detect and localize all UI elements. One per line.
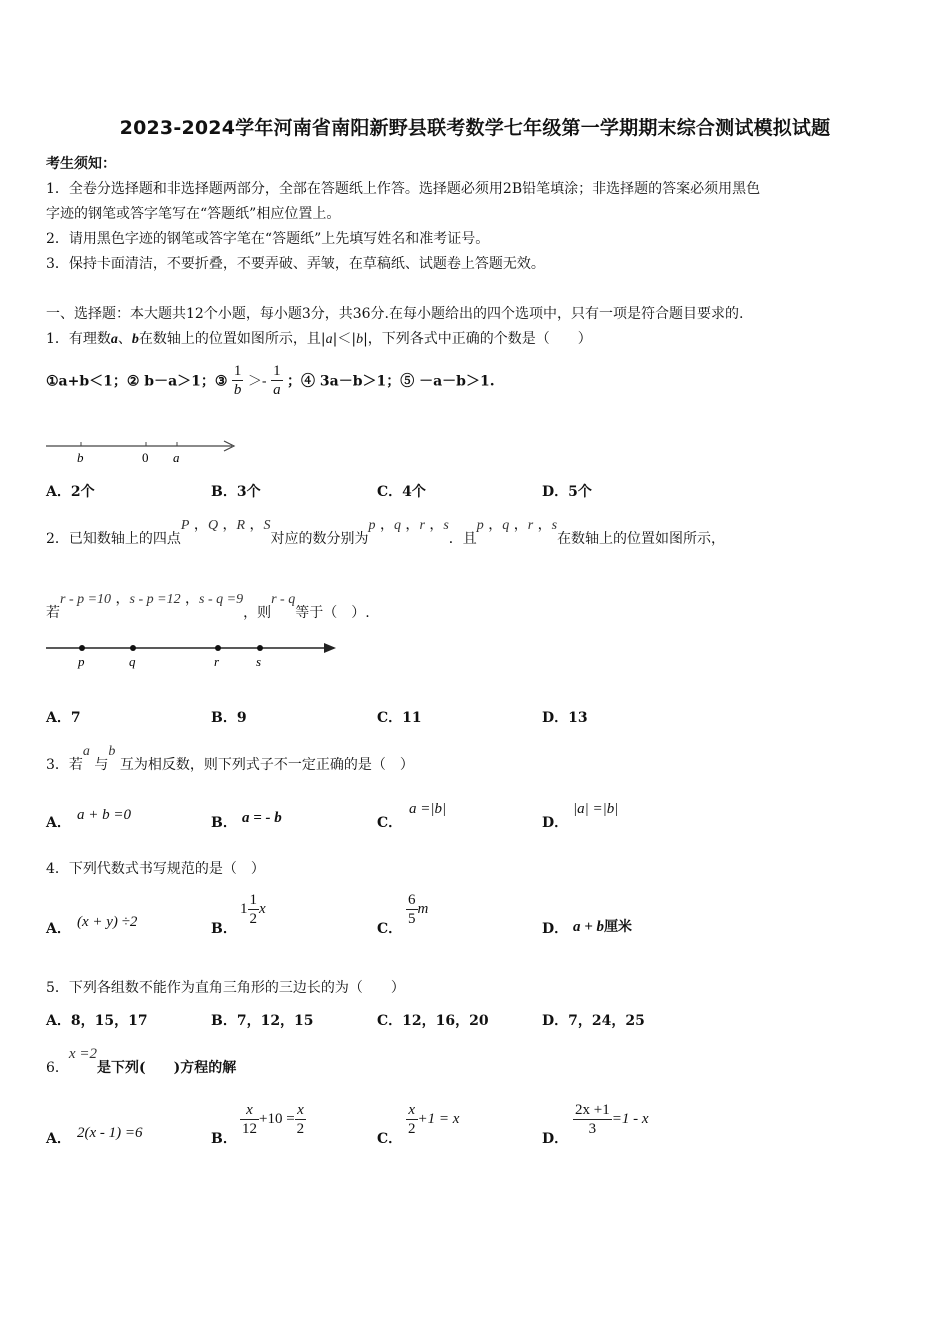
notice-line-3: 3．保持卡面清洁，不要折叠，不要弄破、弄皱，在草稿纸、试题卷上答题无效。 <box>46 256 545 272</box>
q3-expr-d: |a| =|b| <box>573 801 619 817</box>
q5-option-d[interactable]: D．7，24，25 <box>542 1013 645 1029</box>
axis-label-p: p <box>78 654 85 669</box>
q5-stem: 5．下列各组数不能作为直角三角形的三边长的为（ ） <box>46 980 405 996</box>
q6-label-c[interactable]: C． <box>377 1131 403 1147</box>
q3-expr-b: a = - b <box>242 810 282 826</box>
q2-option-d[interactable]: D．13 <box>542 710 588 726</box>
q1-option-c[interactable]: C．4个 <box>377 484 426 500</box>
q2-number-line <box>44 638 344 672</box>
axis-label-s: s <box>256 654 262 669</box>
q2-stem: 2．已知数轴上的四点P ，Q ，R ，S对应的数分别为p ，q ，r ，s．且p ，q ，r ，s在数轴上的位置如图所示， <box>46 517 726 547</box>
axis-label-a: a <box>173 450 180 465</box>
q6-expr-b: $\frac{x}{12}$ +10 = $\frac{x}{2}$ <box>242 1102 305 1137</box>
q5-option-c[interactable]: C．12，16，20 <box>377 1013 489 1029</box>
q4-label-a[interactable]: A． <box>46 921 71 937</box>
q1-option-d[interactable]: D．5个 <box>542 484 592 500</box>
q4-expr-d: a + b厘米 <box>573 919 633 935</box>
q3-label-d[interactable]: D． <box>542 815 569 831</box>
q3-label-b[interactable]: B． <box>211 815 237 831</box>
axis-label-q: q <box>129 654 136 669</box>
notice-line-1a: 1．全卷分选择题和非选择题两部分，全部在答题纸上作答。选择题必须用2B铅笔填涂；非选择题的答案必须用黑色 <box>46 181 761 197</box>
q4-label-d[interactable]: D． <box>542 921 569 937</box>
section-heading: 一、选择题：本大题共12个小题，每小题3分，共36分.在每小题给出的四个选项中，只有一项是符合题目要求的. <box>46 306 744 322</box>
fraction-1-over-b: $\frac{1}{b}$ <box>233 363 242 398</box>
q3-stem: 3．若a 与b 互为相反数，则下列式子不一定正确的是（ ） <box>46 744 414 773</box>
q5-option-a[interactable]: A．8，15，17 <box>46 1013 148 1029</box>
q4-expr-c: $\frac{6}{5}$ m <box>408 892 429 927</box>
q4-expr-a: (x + y) ÷2 <box>77 914 138 930</box>
q4-label-b[interactable]: B． <box>211 921 237 937</box>
q1-stem: 1．有理数a、b在数轴上的位置如图所示，且|a|＜|b|，下列各式中正确的个数是（ ） <box>46 331 592 347</box>
q2-option-c[interactable]: C．11 <box>377 710 422 726</box>
q3-label-c[interactable]: C． <box>377 815 403 831</box>
q6-expr-c: $\frac{x}{2}$ +1 = x <box>408 1102 460 1137</box>
q3-expr-a: a + b =0 <box>77 807 131 823</box>
fraction-1-over-a: $\frac{1}{a}$ <box>273 363 281 398</box>
q5-option-b[interactable]: B．7，12，15 <box>211 1013 314 1029</box>
q2-condition: 若r - p =10 ，s - p =12 ，s - q =9，则r - q等于（ ）. <box>46 591 370 621</box>
q4-stem: 4．下列代数式书写规范的是（ ） <box>46 861 265 877</box>
q2-option-b[interactable]: B．9 <box>211 710 247 726</box>
q6-stem: 6．x =2是下列( )方程的解 <box>46 1046 237 1076</box>
q1-statements: ①a+b＜1；② b－a＞1；③ $\frac{1}{b}$ ＞- $\frac{1}{a}$ ；④ 3a－b＞1；⑤ －a－b＞1. <box>46 363 495 398</box>
q6-expr-a: 2(x - 1) =6 <box>77 1125 143 1141</box>
q6-label-a[interactable]: A． <box>46 1131 71 1147</box>
axis-label-r: r <box>214 654 220 669</box>
q1-option-a[interactable]: A．2个 <box>46 484 95 500</box>
notice-line-1b: 字迹的钢笔或答字笔写在“答题纸”相应位置上。 <box>46 206 341 222</box>
page-title: 2023-2024学年河南省南阳新野县联考数学七年级第一学期期末综合测试模拟试题 <box>119 117 831 139</box>
q4-expr-b: 1 $\frac{1}{2}$ x <box>240 892 266 927</box>
q3-label-a[interactable]: A． <box>46 815 71 831</box>
notice-line-2: 2．请用黑色字迹的钢笔或答字笔在“答题纸”上先填写姓名和准考证号。 <box>46 231 490 247</box>
axis-label-0: 0 <box>142 450 149 465</box>
q3-expr-c: a =|b| <box>409 801 447 817</box>
q2-option-a[interactable]: A．7 <box>46 710 81 726</box>
q1-number-line <box>44 436 244 466</box>
q6-expr-d: $\frac{2x +1}{3}$ =1 - x <box>575 1102 649 1137</box>
q1-option-b[interactable]: B．3个 <box>211 484 261 500</box>
notice-heading: 考生须知： <box>46 156 116 172</box>
q4-label-c[interactable]: C． <box>377 921 403 937</box>
axis-label-b: b <box>77 450 84 465</box>
q6-label-d[interactable]: D． <box>542 1131 569 1147</box>
q6-label-b[interactable]: B． <box>211 1131 237 1147</box>
